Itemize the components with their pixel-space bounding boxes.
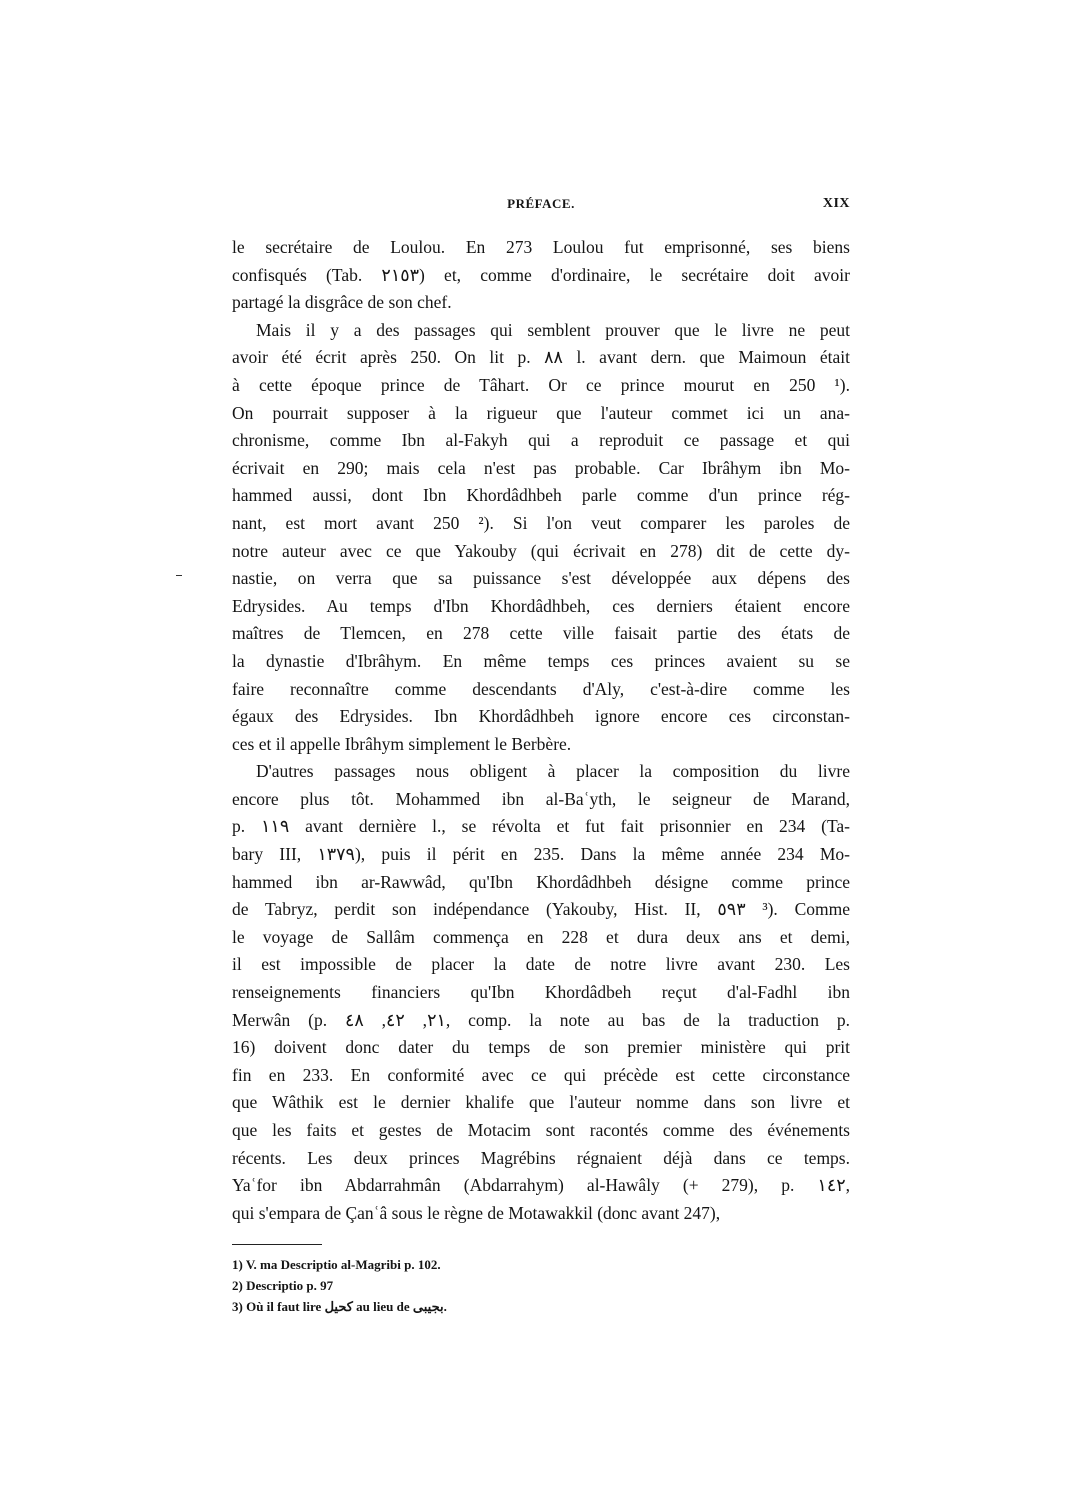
footnote: 3) Où il faut lire كحيل au lieu de بجيبى. xyxy=(232,1299,447,1314)
text-line: avoir été écrit après 250. On lit p. ٨٨ l. avant dern. que Maimoun était xyxy=(232,347,851,368)
text-line: nant, est mort avant 250 ²). Si l'on veut comparer les paroles de xyxy=(232,512,850,533)
text-line: Mais il y a des passages qui semblent prouver que le livre ne peut xyxy=(256,319,850,340)
text-line: faire reconnaître comme descendants d'Aly, c'est-à-dire comme les xyxy=(232,678,850,699)
text-line: On pourrait supposer à la rigueur que l'auteur commet ici un ana- xyxy=(232,402,850,423)
footnote-rule xyxy=(232,1244,322,1245)
paragraph xyxy=(232,317,850,759)
text-line: chronisme, comme Ibn al-Fakyh qui a reproduit ce passage et qui xyxy=(232,430,850,451)
text-line: égaux des Edrysides. Ibn Khordâdhbeh ignore encore ces circonstan- xyxy=(232,706,850,727)
text-line: D'autres passages nous obligent à placer la composition du livre xyxy=(256,761,850,782)
paragraph xyxy=(232,758,850,1227)
text-line: hammed aussi, dont Ibn Khordâdhbeh parle comme d'un prince rég- xyxy=(232,485,850,506)
text-line: hammed ibn ar-Rawwâd, qu'Ibn Khordâdhbeh désigne comme prince xyxy=(232,871,850,892)
text-line: récents. Les deux princes Magrébins régnaient déjà dans ce temps. xyxy=(232,1147,850,1168)
text-line: 16) doivent donc dater du temps de son premier ministère qui prit xyxy=(232,1037,850,1058)
text-line: écrivait en 290; mais cela n'est pas probable. Car Ibrâhym ibn Mo- xyxy=(232,457,850,478)
text-line: maîtres de Tlemcen, en 278 cette ville faisait partie des états de xyxy=(232,623,850,644)
text-line: fin en 233. En conformité avec ce qui précède est cette circonstance xyxy=(232,1064,850,1085)
text-line: que les faits et gestes de Motacim sont racontés comme des événements xyxy=(232,1120,850,1140)
text-line: Merwân (p. ٢١, ٤٢, ٤٨, comp. la note au bas de la traduction p. xyxy=(232,1009,850,1030)
text-line: bary III, ١٣٧٩), puis il périt en 235. Dans la même année 234 Mo- xyxy=(232,844,851,865)
footnotes xyxy=(232,1254,850,1317)
text-line: confisqués (Tab. ٢١٥٣) et, comme d'ordinaire, le secrétaire doit avoir xyxy=(232,264,850,285)
text-line: notre auteur avec ce que Yakouby (qui écrivait en 278) dit de cette dy- xyxy=(232,540,850,561)
margin-mark xyxy=(176,575,182,576)
text-line: renseignements financiers qu'Ibn Khordâdbeh reçut d'al-Fadhl ibn xyxy=(232,982,850,1003)
footnote: 2) Descriptio p. 97 xyxy=(232,1278,334,1293)
text-line: nastie, on verra que sa puissance s'est développée aux dépens des xyxy=(232,568,850,589)
text-line: le secrétaire de Loulou. En 273 Loulou fut emprisonné, ses biens xyxy=(232,237,850,257)
page-number: XIX xyxy=(822,196,850,211)
text-line: partagé la disgrâce de son chef. xyxy=(232,292,452,313)
footnote: 1) V. ma Descriptio al-Magribi p. 102. xyxy=(232,1257,441,1272)
text-line: p. ١١٩ avant dernière l., se révolta et fut fait prisonnier en 234 (Ta- xyxy=(232,816,851,837)
text-line: que Wâthik est le dernier khalife que l'auteur nomme dans son livre et xyxy=(232,1092,850,1113)
text-line: il est impossible de placer la date de notre livre avant 230. Les xyxy=(232,954,850,975)
running-title: PRÉFACE. xyxy=(507,196,575,211)
text-line: ces et il appelle Ibrâhym simplement le Berbère. xyxy=(232,733,572,754)
running-head xyxy=(232,196,850,218)
text-line: le voyage de Sallâm commença en 228 et dura deux ans et demi, xyxy=(232,926,850,947)
text-line: la dynastie d'Ibrâhym. En même temps ces princes avaient su se xyxy=(232,650,850,671)
text-line: de Tabryz, perdit son indépendance (Yakouby, Hist. II, ٥٩٣ ³). Comme xyxy=(232,899,850,920)
text-line: Edrysides. Au temps d'Ibn Khordâdhbeh, ces derniers étaient encore xyxy=(232,595,850,616)
text-line: à cette époque prince de Tâhart. Or ce prince mourut en 250 ¹). xyxy=(232,374,850,395)
text-line: qui s'empara de Çanʿâ sous le règne de Motawakkil (donc avant 247), xyxy=(232,1202,721,1223)
body-text xyxy=(232,234,850,1227)
paragraph xyxy=(232,234,850,317)
text-line: encore plus tôt. Mohammed ibn al-Baʿyth, le seigneur de Marand, xyxy=(232,788,850,809)
text-line: Yaʿfor ibn Abdarrahmân (Abdarrahym) al-Hawâly (+ 279), p. ١٤٢, xyxy=(232,1175,850,1196)
